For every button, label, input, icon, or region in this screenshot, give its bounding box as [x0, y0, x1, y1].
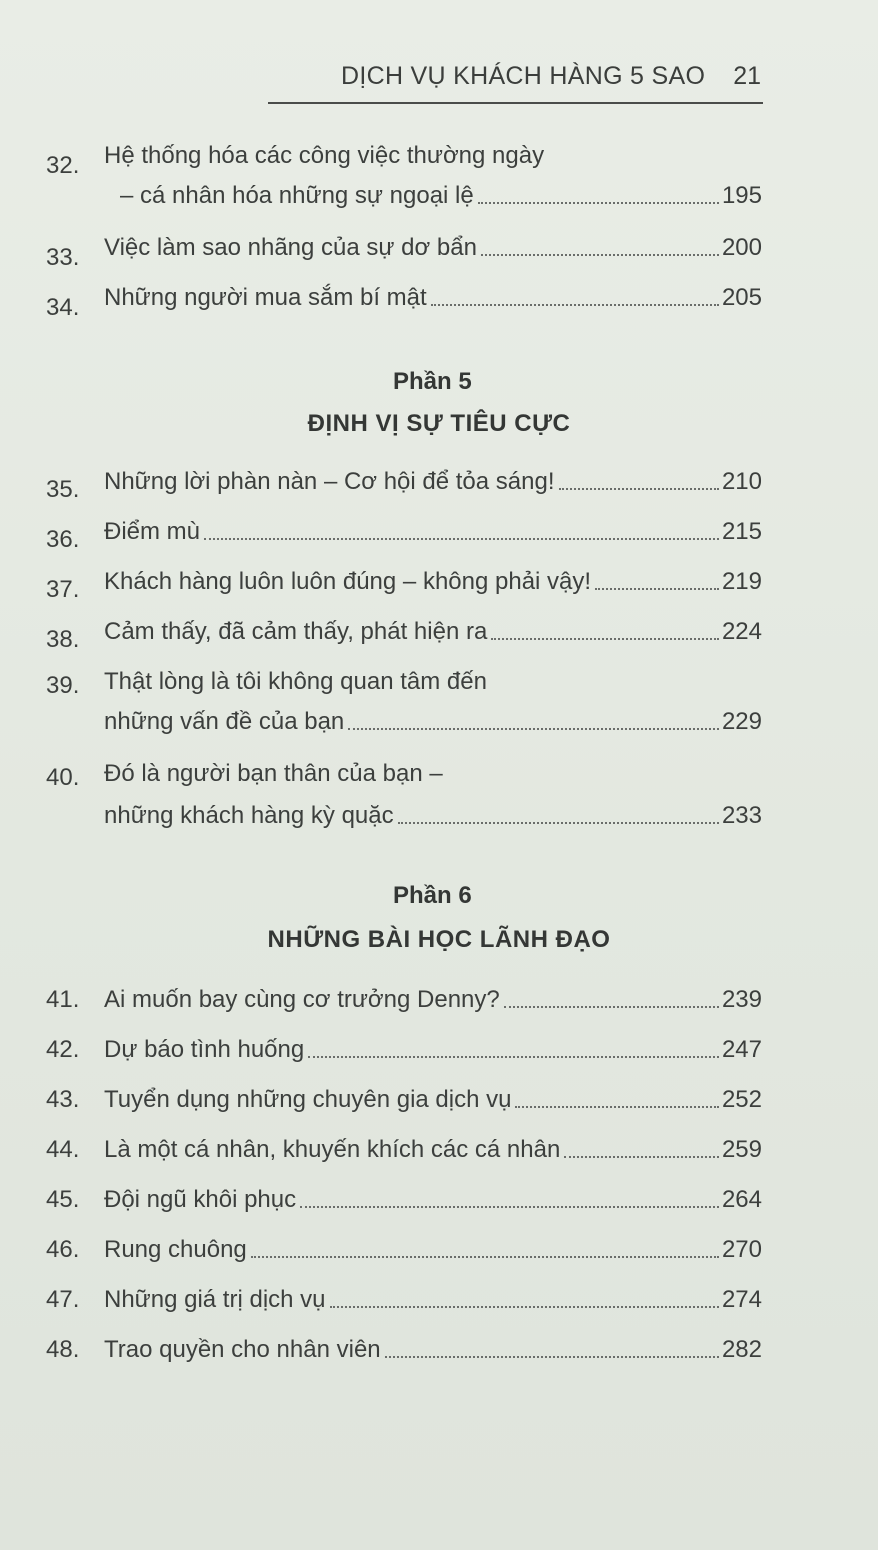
- toc-entry: [46, 760, 762, 840]
- entry-number: 35.: [46, 476, 80, 503]
- toc-entry: [46, 1284, 762, 1324]
- toc-entry: [46, 516, 762, 556]
- entry-number: 33.: [46, 244, 80, 271]
- toc-entry: [46, 232, 762, 272]
- entry-title: Đội ngũ khôi phục: [104, 1186, 297, 1213]
- dot-leader: [385, 1338, 719, 1358]
- entry-page: 200: [721, 234, 762, 261]
- entry-number: 47.: [46, 1286, 80, 1313]
- entry-number: 48.: [46, 1336, 80, 1363]
- entry-page: 239: [721, 986, 762, 1013]
- entry-number: 36.: [46, 526, 80, 553]
- entry-number: 38.: [46, 626, 80, 653]
- entry-title: Rung chuông: [104, 1236, 247, 1263]
- entry-title: Khách hàng luôn luôn đúng – không phải vậy!: [104, 568, 592, 595]
- dot-leader: [308, 1038, 719, 1058]
- dot-leader: [251, 1238, 719, 1258]
- toc-entry: [46, 1134, 762, 1174]
- dot-leader: [330, 1288, 719, 1308]
- part-label: Phần 6: [393, 882, 472, 909]
- entry-page: 259: [721, 1136, 762, 1163]
- entry-title: Dự báo tình huống: [104, 1036, 305, 1063]
- entry-number: 39.: [46, 672, 80, 699]
- entry-title: Việc làm sao nhãng của sự dơ bẩn: [104, 234, 477, 261]
- entry-page: 270: [721, 1236, 762, 1263]
- toc-entry: [46, 142, 762, 212]
- toc-entry: [46, 1084, 762, 1124]
- entry-title: Thật lòng là tôi không quan tâm đến: [104, 668, 487, 695]
- dot-leader: [300, 1188, 719, 1208]
- dot-leader: [504, 988, 719, 1008]
- part-title: NHỮNG BÀI HỌC LÃNH ĐẠO: [267, 926, 611, 953]
- dot-leader: [491, 620, 719, 640]
- dot-leader: [564, 1138, 719, 1158]
- dot-leader: [431, 286, 719, 306]
- entry-page: 264: [721, 1186, 762, 1213]
- running-header: [268, 58, 763, 104]
- entry-page: 215: [721, 518, 762, 545]
- dot-leader: [559, 470, 719, 490]
- toc-entry: [46, 466, 762, 506]
- dot-leader: [595, 570, 719, 590]
- entry-title: Là một cá nhân, khuyến khích các cá nhân: [104, 1136, 561, 1163]
- toc-entry: [46, 1034, 762, 1074]
- entry-title: Đó là người bạn thân của bạn –: [104, 760, 443, 787]
- toc-entry: [46, 1234, 762, 1274]
- toc-entry: [46, 1334, 762, 1374]
- entry-page: 224: [721, 618, 762, 645]
- toc-entry: [46, 282, 762, 322]
- entry-title: Tuyển dụng những chuyên gia dịch vụ: [104, 1086, 512, 1113]
- entry-title: Điểm mù: [104, 518, 201, 545]
- toc-entry: [46, 1184, 762, 1224]
- entry-page: 247: [721, 1036, 762, 1063]
- entry-page: 282: [721, 1336, 762, 1363]
- entry-number: 40.: [46, 764, 80, 791]
- entry-title: Trao quyền cho nhân viên: [104, 1336, 381, 1363]
- toc-entry: [46, 566, 762, 606]
- entry-number: 45.: [46, 1186, 80, 1213]
- entry-number: 46.: [46, 1236, 80, 1263]
- entry-title: Những lời phàn nàn – Cơ hội để tỏa sáng!: [104, 468, 555, 495]
- entry-number: 44.: [46, 1136, 80, 1163]
- entry-title: Những giá trị dịch vụ: [104, 1286, 326, 1313]
- entry-title: Hệ thống hóa các công việc thường ngày: [104, 142, 545, 169]
- entry-page: 274: [721, 1286, 762, 1313]
- toc-entry: [46, 984, 762, 1024]
- entry-number: 32.: [46, 152, 80, 179]
- dot-leader: [348, 710, 719, 730]
- entry-title-continued: – cá nhân hóa những sự ngoại lệ: [120, 182, 474, 209]
- entry-page: 233: [721, 802, 762, 829]
- dot-leader: [204, 520, 719, 540]
- header-page-number: 21: [733, 62, 761, 90]
- entry-page: 229: [721, 708, 762, 735]
- entry-number: 42.: [46, 1036, 80, 1063]
- dot-leader: [398, 804, 719, 824]
- entry-page: 210: [721, 468, 762, 495]
- entry-number: 37.: [46, 576, 80, 603]
- entry-number: 43.: [46, 1086, 80, 1113]
- entry-title-continued: những vấn đề của bạn: [104, 708, 345, 735]
- entry-title: Những người mua sắm bí mật: [104, 284, 427, 311]
- header-title: DỊCH VỤ KHÁCH HÀNG 5 SAO: [341, 62, 706, 90]
- part-label: Phần 5: [393, 368, 472, 395]
- part-title: ĐỊNH VỊ SỰ TIÊU CỰC: [307, 410, 571, 437]
- entry-title: Ai muốn bay cùng cơ trưởng Denny?: [104, 986, 500, 1013]
- entry-title-continued: những khách hàng kỳ quặc: [104, 802, 394, 829]
- toc-entry: [46, 616, 762, 656]
- dot-leader: [515, 1088, 718, 1108]
- entry-page: 195: [721, 182, 762, 209]
- dot-leader: [481, 236, 719, 256]
- entry-page: 205: [721, 284, 762, 311]
- entry-page: 219: [721, 568, 762, 595]
- dot-leader: [478, 184, 719, 204]
- toc-entry: [46, 668, 762, 748]
- entry-number: 34.: [46, 294, 80, 321]
- entry-title: Cảm thấy, đã cảm thấy, phát hiện ra: [104, 618, 488, 645]
- entry-number: 41.: [46, 986, 80, 1013]
- entry-page: 252: [721, 1086, 762, 1113]
